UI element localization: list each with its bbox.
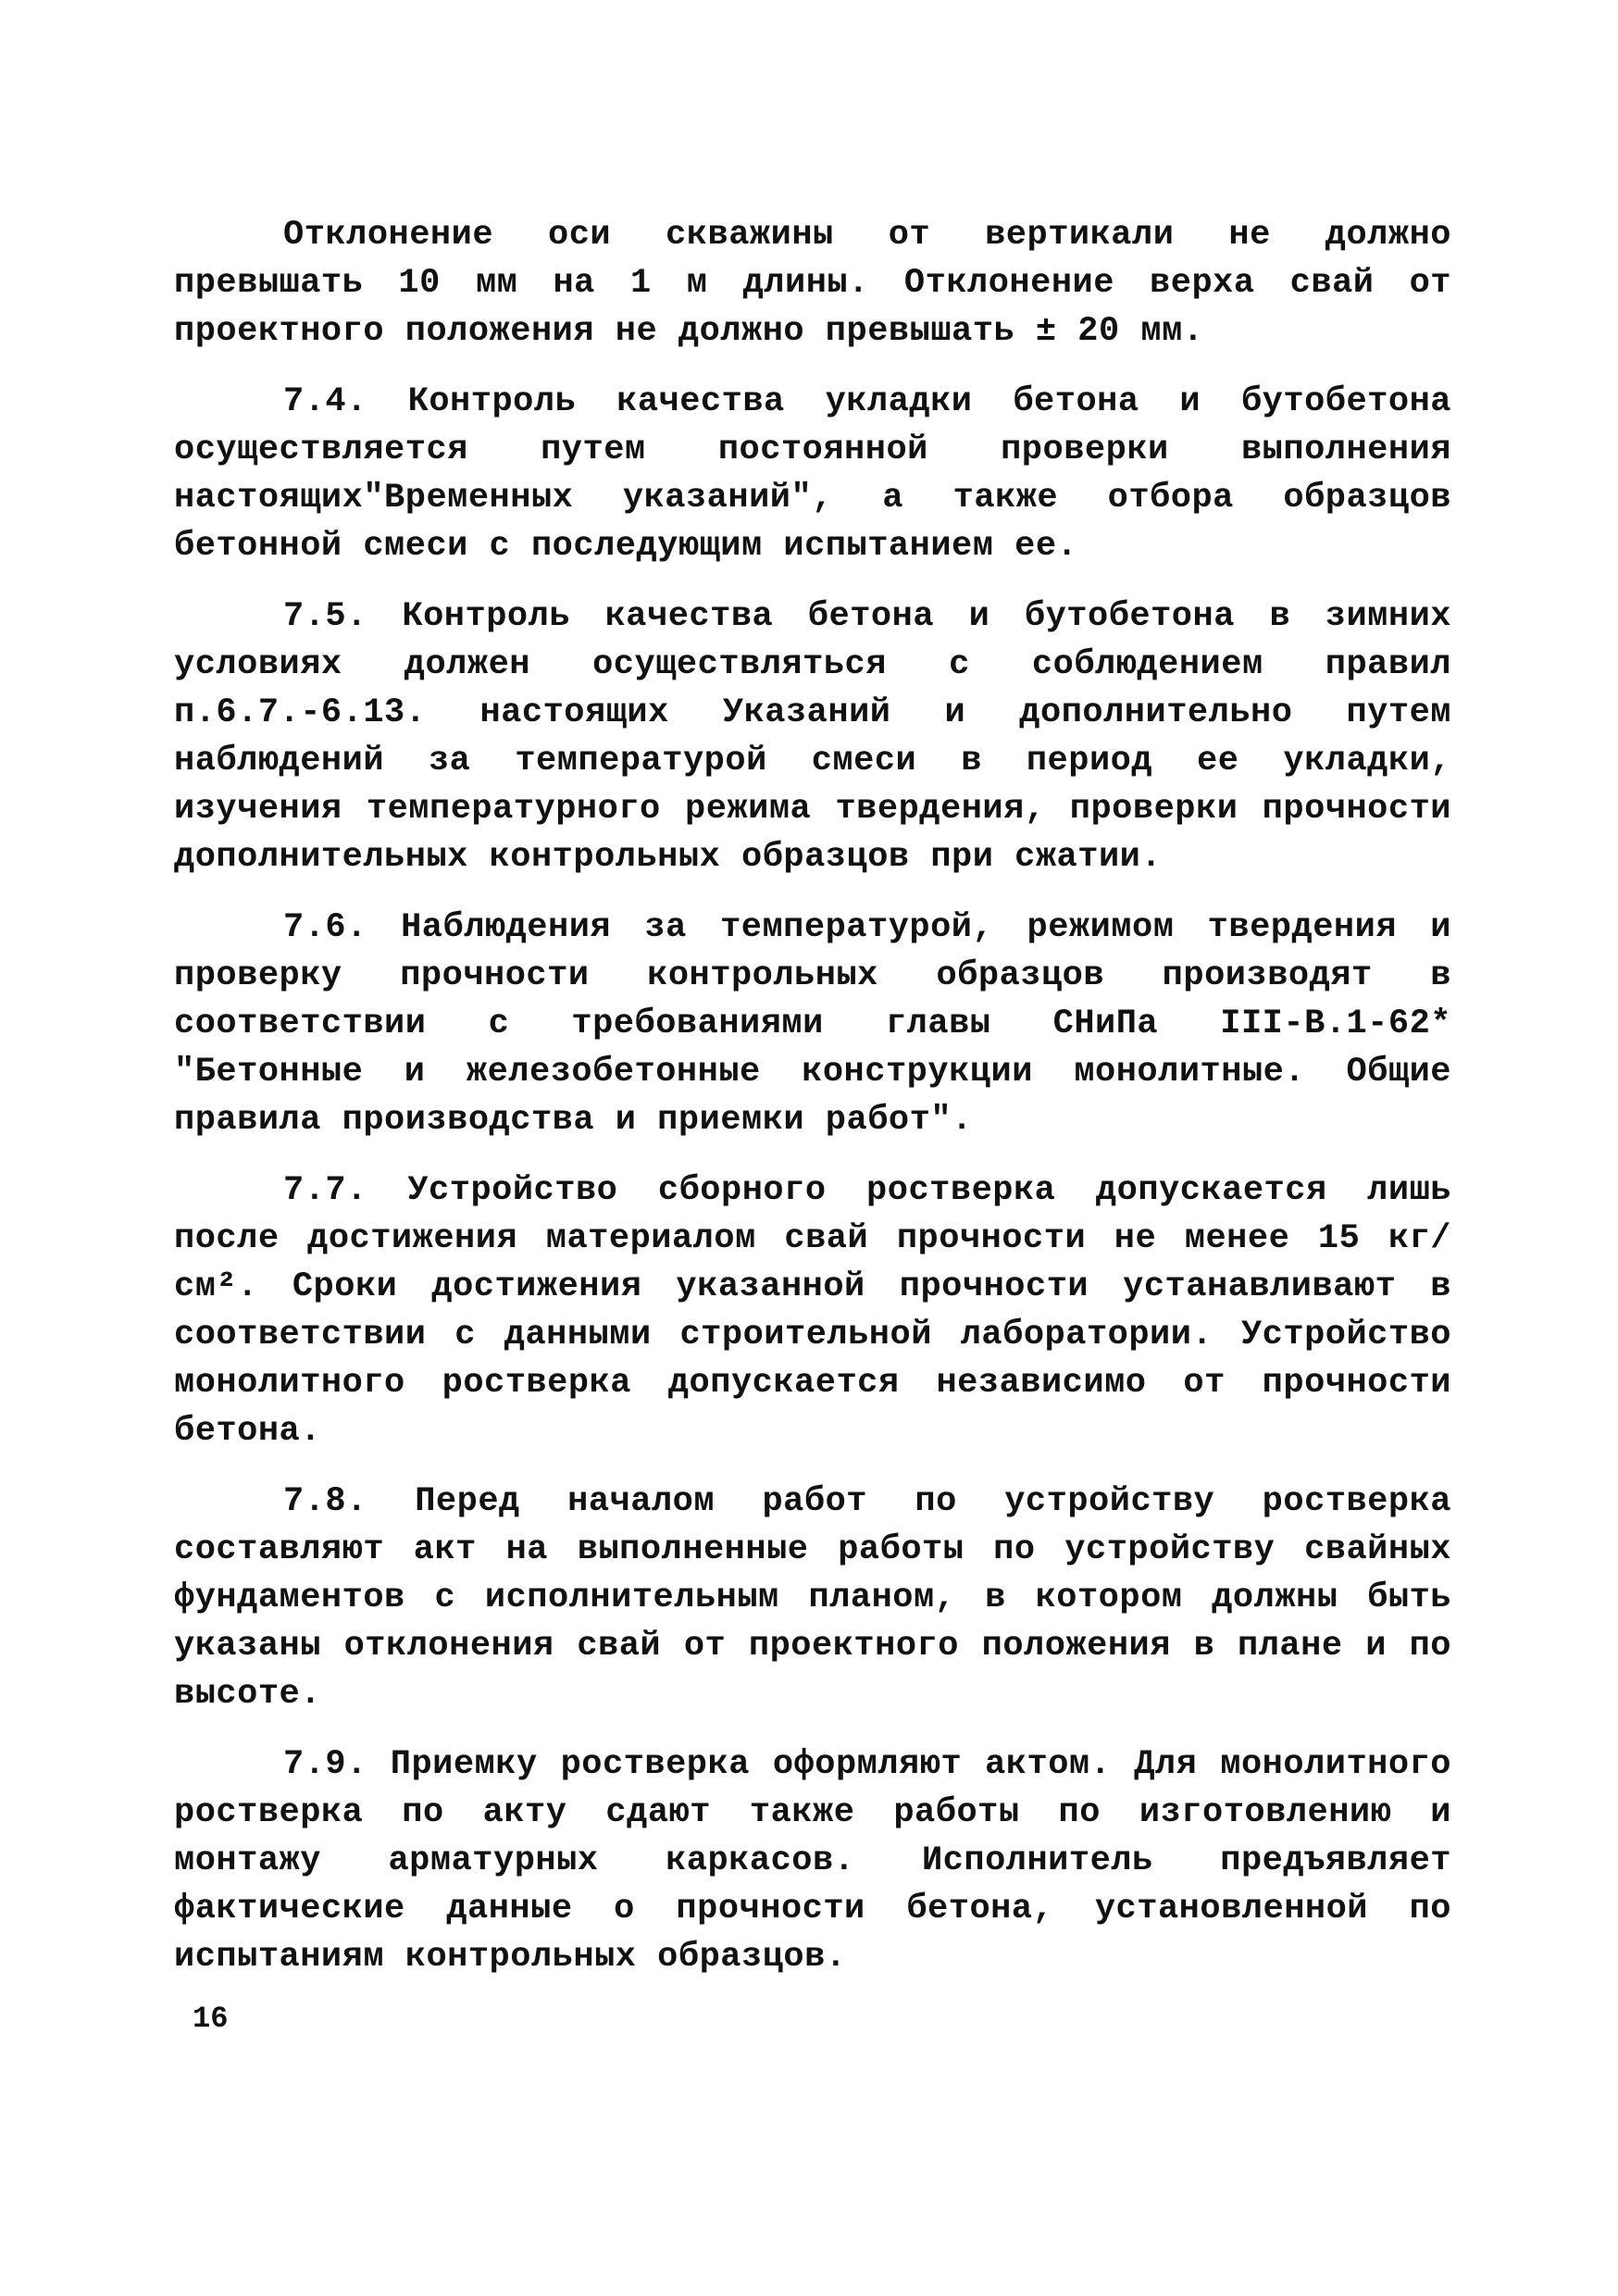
paragraph-7-7: 7.7. Устройство сборного ростверка допускается лишь после достижения материалом свай прочности не менее 15 кг/см². Сроки достижения указанной прочности устанавливают в соответствии с данными строительной лаборатории. Устройство монолитного ростверка допускается независимо от прочности бетона. (174, 1171, 1451, 1451)
body-text (174, 211, 1451, 2003)
paragraph-intro: Отклонение оси скважины от вертикали не должно превышать 10 мм на 1 м длины. Отклонение верха свай от проектного положения не должно превышать ± 20 мм. (174, 216, 1451, 351)
paragraph-7-4: 7.4. Контроль качества укладки бетона и бутобетона осуществляется путем постоянной проверки выполнения настоящих"Временных указаний", а также отбора образцов бетонной смеси с последующим испытанием ее. (174, 382, 1451, 566)
paragraph-7-5: 7.5. Контроль качества бетона и бутобетона в зимних условиях должен осуществляться с соблюдением правил п.6.7.-6.13. настоящих Указаний и дополнительно путем наблюдений за температурой смеси в период ее укладки, изучения температурного режима твердения, проверки прочности дополнительных контрольных образцов при сжатии. (174, 597, 1451, 877)
page-number: 16 (193, 2002, 229, 2036)
paragraph-7-6: 7.6. Наблюдения за температурой, режимом твердения и проверку прочности контрольных образцов производят в соответствии с требованиями главы СНиПа III-В.1-62* "Бетонные и железобетонные конструкции монолитные. Общие правила производства и приемки работ". (174, 908, 1451, 1140)
paragraph-7-9: 7.9. Приемку ростверка оформляют актом. Для монолитного ростверка по акту сдают также работы по изготовлению и монтажу арматурных каркасов. Исполнитель предъявляет фактические данные о прочности бетона, установленной по испытаниям контрольных образцов. (174, 1745, 1451, 1977)
paragraph-7-8: 7.8. Перед началом работ по устройству ростверка составляют акт на выполненные работы по устройству свайных фундаментов с исполнительным планом, в котором должны быть указаны отклонения свай от проектного положения в плане и по высоте. (174, 1482, 1451, 1714)
